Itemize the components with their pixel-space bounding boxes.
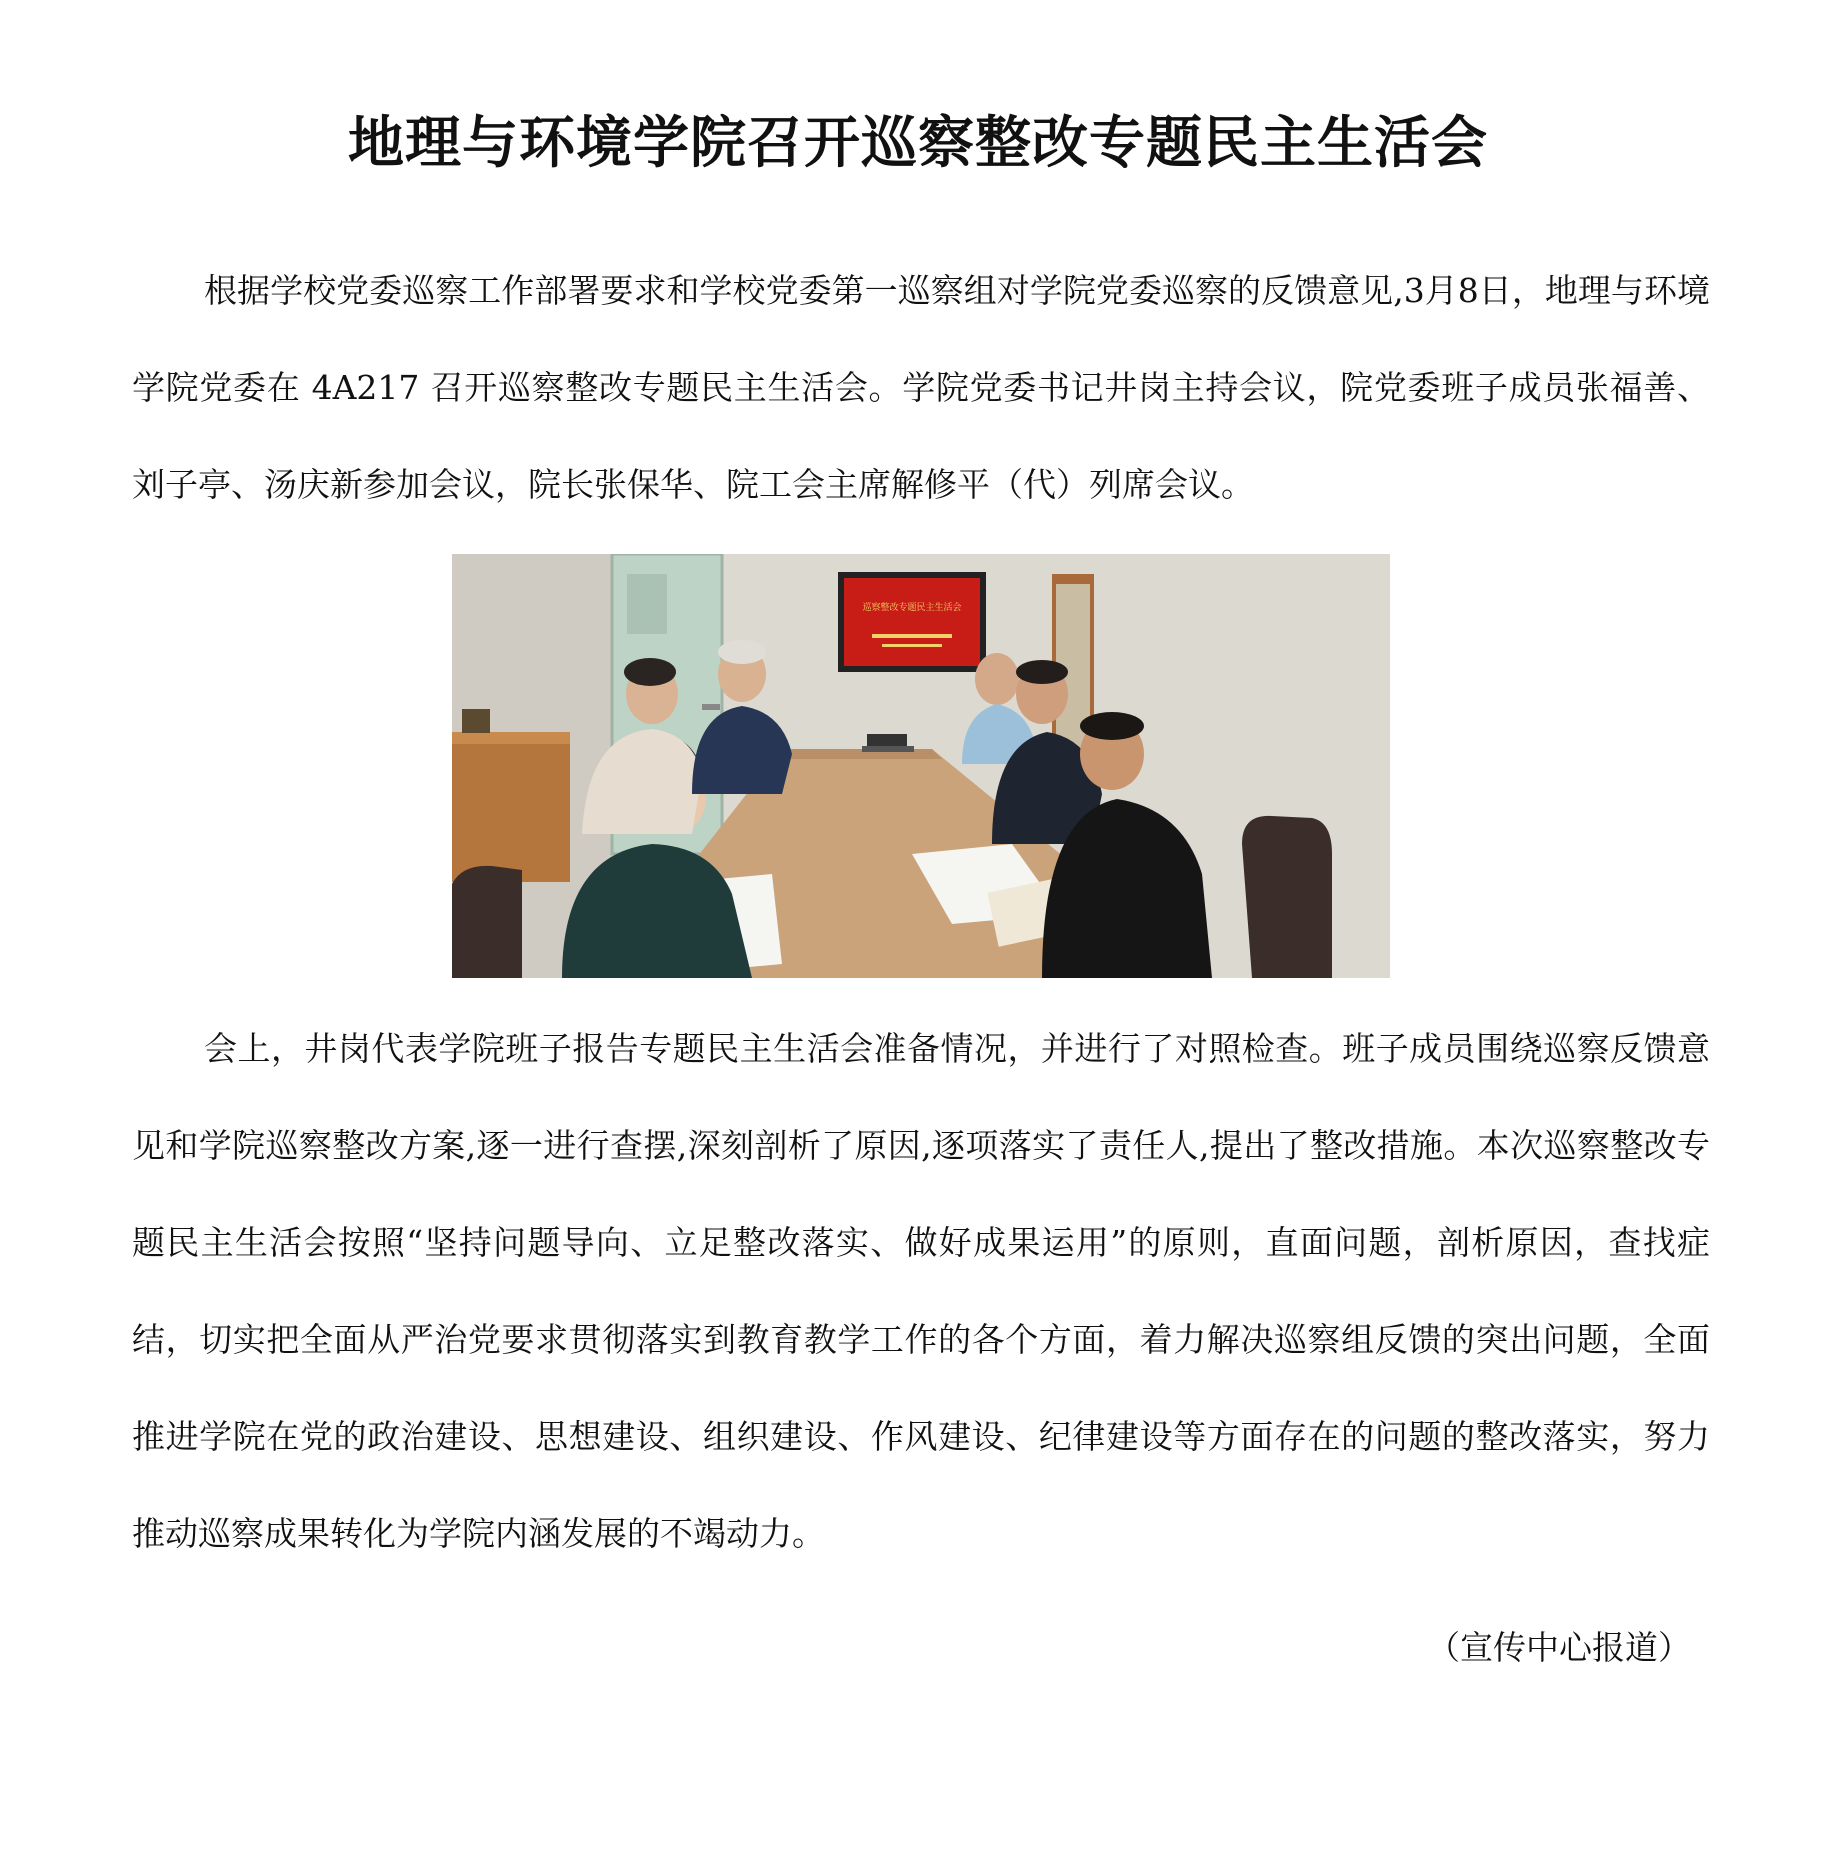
meeting-photo-illustration [452, 554, 1390, 978]
meeting-photo [452, 554, 1390, 978]
article-title: 地理与环境学院召开巡察整改专题民主生活会 [348, 111, 1488, 176]
screen-banner-text: 巡察整改专题民主生活会 [862, 603, 962, 613]
article-paragraph-2: 会上，井岗代表学院班子报告专题民主生活会准备情况，并进行了对照检查。班子成员围绕巡察反馈意见和学院巡察整改方案,逐一进行查摆,深刻剖析了原因,逐项落实了责任人,提出了整改措施。本次巡察整改专题民主生活会按照“坚持问题导向、立足整改落实、做好成果运用”的原则，直面问题，剖析原因，查找症结，切实把全面从严治党要求贯彻落实到教育教学工作的各个方面，着力解决巡察组反馈的突出问题，全面推进学院在党的政治建设、思想建设、组织建设、作风建设、纪律建设等方面存在的问题的整改落实，努力推动巡察成果转化为学院内涵发展的不竭动力。 [132, 1029, 1710, 1553]
article-credit: （宣传中心报道） [1427, 1628, 1691, 1667]
article-paragraph-1: 根据学校党委巡察工作部署要求和学校党委第一巡察组对学院党委巡察的反馈意见,3月8日，地理与环境学院党委在 4A217 召开巡察整改专题民主生活会。学院党委书记井岗主持会议，院党委班子成员张福善、刘子亭、汤庆新参加会议，院长张保华、院工会主席解修平（代）列席会议。 [132, 271, 1710, 504]
